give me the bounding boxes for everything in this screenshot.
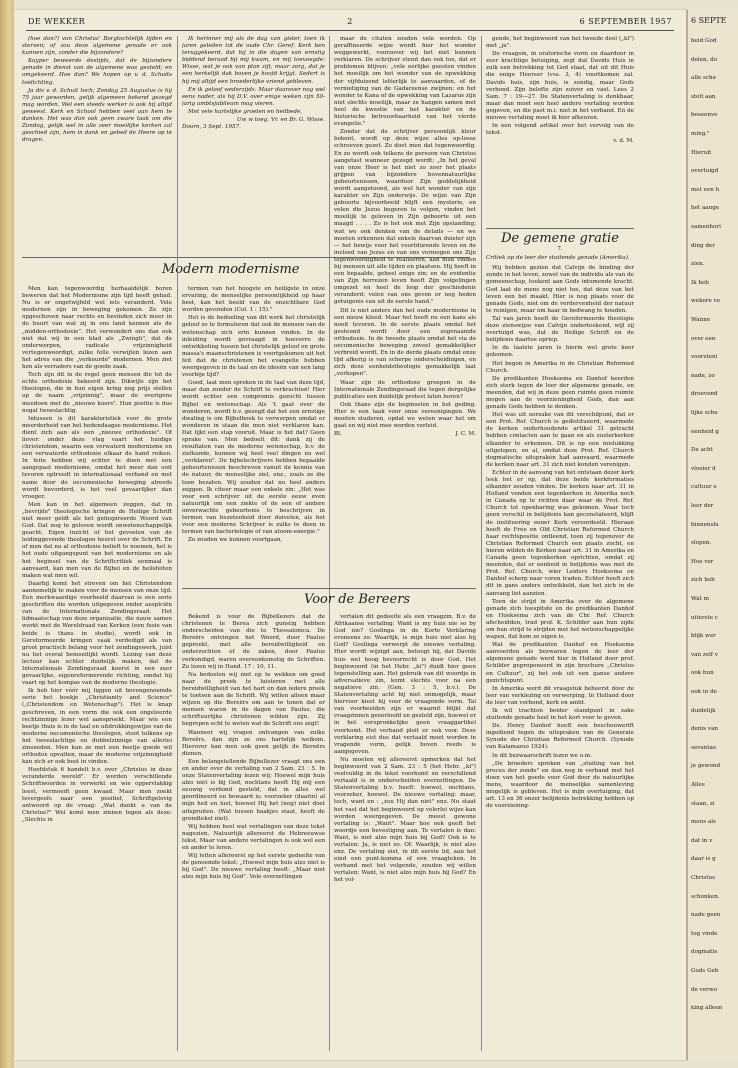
article-paragraph: In dit bezwaarschrift lezen we o.m. xyxy=(492,752,592,759)
article-paragraph: „De broeders spreken van „stuiting van het proces der zonde" en dan nog in verband met het doen van het goede voor God door de natuurlijke mens, waardoor de menselijke samenleving mogelijk is gebleven. Het is mijn overtuiging, dat art. 13 en 36 onzer belijdenis betrekking hebben op de voorziening- xyxy=(486,760,634,810)
article-paragraph: Tal van jaren heeft de Gereformeerde theologie deze zienswijze van Calvijn onderteekend, wijl zij overtuigd was, dat de Heilige Schrift en de belijdenis daartoe opriep. xyxy=(486,315,634,344)
next-page-line: over een xyxy=(691,335,716,342)
next-page-line: seventae xyxy=(691,744,717,751)
article-paragraph: Wanneer wij vragen ontvangen van zulke Bereërs, dan zijn ze ons hartelijk welkom. Hierover kan men ook geen gelijk de Bereërs dienen. xyxy=(182,729,325,757)
next-page-line: ding der xyxy=(691,242,715,249)
next-page-line: denis van xyxy=(691,726,719,733)
article-title-modernisme: Modern modernisme xyxy=(162,262,300,277)
next-page-line: delen, do xyxy=(691,56,718,63)
intro-paragraph: Ja dis v. d. Schuit toch; Zondag 25 Augustus is hij 75 jaar geworden, gelijk algemeen bekend gezegd mag worden. Wel een steeds werker is ook hij altijd geweest. Kerk en School hebben veel aan hem te danken. Het was dan ook geen zware taak om die Zondag, gelijk wel in alle zeer moeilijke kerken zal geschied zijn, hem in dank en gebed de Heere op te dragen. xyxy=(22,87,172,144)
next-page-line: Hoe ver xyxy=(691,558,714,565)
article-paragraph: termen van het hoogste en heiligste in onze ervaring, de menselijke persoonlijkheid op haar best, kan het beeld van de onzichtbare God worden gevonden (Col. 1 : 15)." xyxy=(182,286,325,314)
next-page-line: het aange xyxy=(691,205,720,212)
next-page-line: staan, zi xyxy=(691,800,715,807)
next-page-line: ming." xyxy=(691,131,710,137)
next-page-line: Wanne xyxy=(691,317,711,323)
next-page-line: uiterste c xyxy=(691,614,718,621)
article-paragraph: Ds. Henry Danhof heeft een beschouwerift ingediend tegen de uitspraken van de Generale Synode der Christian Reformed Church. (Synode van Kalamazoo 1924). xyxy=(486,723,634,751)
article-paragraph: Intussen is dit karakteristiek voor de grote meerderheid van het hedendaagse modernisme. Het dient zich aan als een „nieuwe orthodoxie". Of liever: onder deze vlag vaart het huidige christendom, waarin een verwaterd modernisme en een verwaterde orthodoxie elkaar de hand reiken. In feite hebben wij echter te doen met een aangepast modernisme, omdat het meer dan ooit tevoren optreedt in internationaal verband en met name door de oecumenische beweging alreeds wordt bevorderd, is het veel gevaarlijker dan vroeger. xyxy=(22,415,172,500)
article-paragraph: Zonder dat de schrijver persoonlijk kleur bekent, wordt op deze wijze alles op-losse schroeven gezet. Zo doet men dat tegenwoordig. En zo wordt ook telkens de persoon van Christus aangetast wanneer gezegd wordt: „In het geval van onze Heer is het niet zo zeer het plaats grijpen van bijzondere bovennatuurlijke gebeurtenissen, waardoor Zijn goddelijkheid wordt aangetoond, als wel het wonder van zijn karakter en Zijn onderwijs. De wijze van Zijn geboorte bijvoorbeeld blijft een mysterie, en velen die Jezus begeren te volgen, vinden het moeilijk te geloven in Zijn geboorte uit een maagd . . . . Zo is het ook met Zijn opstanding; wat we ook denken van de details — en we moeten erkennen dat enkele daarvan duister zijn — het bewijs voor het voortdurende leven en de invloed van Jezus en van ons vermogen ons Zijn tegenwoordigheid te realiseren, kan men vinden bij mensen uit alle tijden en plaatsen. Hij heeft in een bepaalde, geheel enige zin; en de evidentie van Zijn herrezen leven heeft Zijn volgelingen omgezet en heel de loop der geschiedenis veranderd: velen van ons geven er nog heden getuigenis van uit de eerste hand." xyxy=(334,129,476,306)
next-page-line: dat in v xyxy=(691,837,713,844)
article-title-gemene-gratie: De gemene gratie xyxy=(501,232,619,246)
next-page-line: mens als xyxy=(691,819,716,826)
next-page-line: voorsteni xyxy=(691,354,718,361)
page-header xyxy=(26,16,674,31)
article-paragraph: Ik wil trachten beider standpunt in zake stuitende genade heel in het kort voor te geven. xyxy=(486,708,634,722)
article-paragraph: Het begon in Amerika in de Christian Reformed Church. xyxy=(486,360,634,374)
next-page-line: blijk wer xyxy=(691,633,716,640)
next-page-line: binnenslu xyxy=(691,521,719,528)
signature-right: J. C. M. xyxy=(455,431,476,438)
article-paragraph: Hoofdstuk 6 handelt b.v. over „Christus in deze veranderde wereld". Er worden verschillende Schriftwoorden in verwerkt en wie oppervlakkig leest, vermoedt geen kwaad. Maar men zoekt tevergeefs naar een positief, Schriftgelovig antwoord op de vraag: „Wat dunkt u van de Christus?" Wel komt men zinnen tegen als deze: „Slechts in xyxy=(22,767,172,823)
next-page-line: je gewond xyxy=(691,763,721,770)
section-divider xyxy=(182,588,476,589)
next-page-line: beseenvo xyxy=(691,112,718,119)
article-paragraph: Wij hebben gezien dat Calvijn de binding der zonde in het leven, zowel van de individu als van de gemeenschap, toekent aan Gods intomende kracht. God laat de mens nog niet toe, dat deze van het leven een hel maakt. Hier is nog plaats voor de genade Gods, niet om de verdervenheid der natuur te reinigen, maar om haar in bedwang te houden. xyxy=(486,265,634,314)
next-page-line: daar is g xyxy=(691,856,716,863)
next-page-line: alle sche xyxy=(691,75,716,82)
column-rule xyxy=(481,36,482,1051)
next-page-line: nade, zo xyxy=(691,372,715,379)
next-page-line: king alleen xyxy=(691,1005,723,1012)
next-page-line: nade geen xyxy=(691,912,721,919)
article-paragraph: De predikanten Hoeksema en Danhof keerden zich sterk tegen de leer der algemene genade, en meenden, dat wij in deze geen ruimte geen ruimte mogen aan de voorzieningheid Gods, dan aan genade Gods hebben te denken. xyxy=(486,375,634,411)
next-page-edge xyxy=(686,10,738,1060)
article-paragraph: De vraagsin, in oratorische vorm en daardoor in zeer krachtige betuiging, zegt dat Davids Huis in zulk een betrekking tot God staat, dat uit dit Huis die enige Heerser (vss. 3, 4) voortkomen zal. Davids huis, zijn huis, is zondig, maar Gods verbond. Zijn belofte zijn zuiver en vast. Lees 2 Sam. 7 : 19—27. De Statenvertaling is denkbaar, maar dan moet een heel andere vertaling worden gegeven, en die past m.i. niet in het verband. En de nieuwe vertaling moet ik hier afkeuren. xyxy=(486,51,634,122)
article-paragraph: In Amerika werd dit vraagstuk beheerst door de leer van verkiezing en verwerping. In Holland door de leer van verbond, kerk en ambt. xyxy=(486,685,634,706)
bereers-column-1 xyxy=(182,614,325,1051)
next-page-line: eenheid g xyxy=(691,428,719,435)
article-paragraph: Wij letten allereerst op het eerste gedeelte van de genoemde tekst: „Hoewel mijn huis alzo niet is bij God". De nieuwe vertaling heeft: „Maar niet alzo mijn huis bij God". Vele overzettingen xyxy=(182,853,325,881)
modernisme-column-3 xyxy=(334,36,476,581)
article-paragraph: gende, het beginwoord van het tweede deel („kl") met „ja". xyxy=(486,36,634,50)
bereers-column-2 xyxy=(334,614,476,1051)
column-4-top xyxy=(486,36,634,226)
article-number: 7. xyxy=(557,246,563,253)
article-paragraph: Nu moeten wij allereerst opmerken dat het beginwoord van 2 Sam. 23 : 5 (het Hebr. „ki") veelvuldig in de tekst voorkomt en verschillend vertaald is in onderscheiden overzettingen. De Statenvertaling b.v. heeft: hoewel, nochtans, voorzeker, hoewel. De nieuwe vertaling: maar, toch, want en : „zou Hij dan niet" enz. Nu staat het vast dat het beginwoord op velerlei wijze kan worden weergegeven. De meest gewone vertaling is: „Want". Maar hoe ook geeft het woordje een bevestiging aan. Te vertalen is dan: Want, is niet alzo mijn huis bij God? Ook is te vertalen: Ja, is niet zo. Of: Waarlijk, is niet alzo enz. De vertaling eist, in dit eerste lid, aan het eind een punt-komma of een vraagteken. In verband met het volgende, zouden wij willen vertalen: Want, is niet alzo mijn huis bij God? En het vol- xyxy=(334,756,476,884)
article-paragraph: maar de citaten zouden vele worden. Op geraffineerde wijze wordt hier het wonder weggewerkt, voorzover wij het niet kunnen verklaren. De schrijver stemt dan ook toe, dat er problemen blijven: „vele eerlijke geesten vinden het moeilijk om het wonder van de opwekking der vijfduizend letterlijk te aanvaarden, of de vernietiging van de Gadareense zwijnen; en het wonder te Kana of de opwekking van Lazarus zijn niet slechts moeilijk, maar ze hangen samen met heel de kwestie van het karakter en de historische betrouwbaarheid van het vierde evangelie." xyxy=(334,36,476,128)
article-paragraph: Zo zouden we kunnen voortgaan, xyxy=(188,537,283,544)
article-paragraph: Het was uit oorzake van dit verschilpunt, dat er een Prot. Ref. Church is gedistitueerd, waarmede de kerken onderhoudende artikel 31 getracht hebben contacten aan te gaan en als zusterkerken elkander te erkennen. Dit is op een mislukking uitgelopen, en al, omdat deze Prot. Ref. Church dogmatische uitsprakén had aanvaard, waarmede de kerken naar art. 31 zich niet konden verenigen. xyxy=(486,412,634,468)
letter-signature: Uw w toeg. Vr. en Br. G. Wisse. xyxy=(236,117,325,124)
section-divider xyxy=(486,228,634,229)
signature-left: Bl. xyxy=(334,431,342,438)
next-page-line: zich heb xyxy=(691,577,715,584)
next-page-header: 6 SEPTE xyxy=(691,16,727,25)
book-spine xyxy=(0,0,14,1068)
next-page-line: zien. xyxy=(691,261,705,268)
next-page-line: wekere ve xyxy=(691,298,721,305)
next-page-line: de verwo xyxy=(691,986,717,993)
next-page-line: Wat m xyxy=(691,596,709,602)
intro-block xyxy=(22,36,172,144)
modernisme-column-1 xyxy=(22,286,172,1051)
next-page-line: droevend xyxy=(691,391,718,398)
page-date: 6 SEPTEMBER 1957 xyxy=(579,17,672,26)
next-page-line: samenhori xyxy=(691,224,721,230)
page-number: 2 xyxy=(347,17,353,26)
next-page-line: overtuigd xyxy=(691,168,719,175)
next-page-line: vloeier d xyxy=(691,465,716,472)
next-page-line: heid God xyxy=(691,38,717,44)
next-page-line: schonken. xyxy=(691,893,720,900)
letter-paragraph: Ik herinner mij als de dag van gister, toen ik jaren geleden tot de oude Chr. Geref. Kerk ben teruggekeerd, dat hij in die dagen van ernstig biddend beraad bij mij kwam, en mij toevoegde: Wisse, wat je ook van plan zijt, maar zorg, dat je een herkelijk dak boven je hoofd krijgt. Sedert is hij mij altijd een broederlijke vriend gebleven. xyxy=(182,36,325,85)
modernisme-column-2 xyxy=(182,286,325,586)
article-paragraph: Goed, laat men spreken in de taal van deze tijd, maar dan zonder de Schrift te verkrachten! Hier wordt echter een compromis gezocht tussen Bijbel en wetenschap. Als 't gaat over de wonderen, wordt b.v. gezegd dat het een ernstige dwaling is om Bijbelboek te verwerpen omdat er wonderen in staan die men niet verklaren kan. Dat lijkt een stap vooruit. Maar is het dat? Geen sprake van. Men bedoelt dit: dank zij de resultaten van de moderne wetenschap, b.v. de zielkunde, kunnen wij heel veel dingen nu wel „verklaren". De bijbelschrijvers hebben bepaalde gebeurtenissen beschreven vanuit de kennis van de natuur, de menselijke ziel, enz., zoals ze die toen bezaten. Wij zouden dat nu heel anders zeggen. Ik citeer maar een enkele zin: „Het was voor een schrijver uit de eerste eeuw even natuurlijk om een ziekte of de een of andere onverwachte gebeurtenis te beschrijven in termen van bezetenheid door duivelen, als het voor een moderne Schrijver is zulks te doen in termen van bacteriologie of van atoom-energie." xyxy=(182,380,325,536)
column-rule xyxy=(177,36,178,1051)
article-paragraph: Bekend is voor de Bijbellezers dat de christenen te Berea zich gunstig hebben onderscheiden van die te Thessalonica. De Bereërs ontvingen het Woord, door Paulus gepreekt, met alle bereidwilligheid en onderzochten of de zaken, door Paulus verkondigd, waren overeenkomstig de Schriften. Zo lezen wij in Hand. 17 : 10, 11. xyxy=(182,614,325,670)
letter-paragraph: Met vele hartelijke groeten en heilbede, xyxy=(188,108,302,115)
article-paragraph: Ook thans zijn de beginselen in het geding. Hier is een taak voor onze vereenigingen. We moeten studeren, opdat we weten waar het om gaat en wij niet mee worden verleid. xyxy=(334,401,476,430)
article-paragraph: Na bedoelen wij niet op te wekken om goed naar de preek te luisteren met alle bereidwilligheid van het hart en dan iedere preek te toetsen aan de Schrift. Wij willen alleen maar wijzen op die Bereërs om aan te tonen dat er mensen waren in de dagen van Paulus, die schriftuurlijke christenen wilden zijn. Zij begrepen echt te weten wat de Schrift ons zegt! xyxy=(182,671,325,728)
next-page-line: De acht xyxy=(691,447,713,454)
next-page-line: Alles xyxy=(691,782,705,788)
intro-paragraph: Kuyper beweerde destijds, dat de bijzondere genade in dienst van de algemene was gesteld; en omgekeerd. Hoe dan? We hopen op v. d. Schuits toelichting. xyxy=(22,58,172,86)
next-page-line: stelt aan xyxy=(691,93,716,100)
article-paragraph: Waar zijn de orthodoxe groepen in de Internationale Zendingsraad die tegen dergelijke publicaties een duidelijk protest laten horen? xyxy=(334,379,476,400)
article-paragraph: Wat de predikanten Danhof en Hoeksema aanvoerden als bezwaren tegen de leer der algemene genade werd hier in Holland door prof. Schilder geproponeerd in zijn brochure „Christus en Cultuur", zij het ook uit een ganse andere gezichtspunt. xyxy=(486,642,634,684)
next-page-line: ook hun xyxy=(691,670,714,677)
next-page-line: leer der xyxy=(691,503,714,509)
next-page-line: Ik heb xyxy=(691,279,709,286)
article-paragraph: Toen de strijd in Amerika over de algemene genade zich toespitste en de predikanten Danhof en Hoeksema zich van de Chr. Ref. Church afscheidden, trad prof. K. Schilder aan hun zijde om hun strijd te strijden met het wetenschappelijke wapen, dat hem zo eigen is. xyxy=(486,598,634,641)
article-paragraph: vertalen dit gedeelte als een vraagzin. B.v. de Afrikaanse vertaling: Want is my huis nie so by God nie? Goslinga in de Korte Verklaring eveneens zo: Waarlijk, is mijn huis niet alzo bij God? Goslinga verwerpt de nieuwe vertaling. Hier wordt wijzigd aan, betoogt hij, dat Davids huis wel hoog bevoorrecht is door God. Het beginwoord (in het Hebr. „ki") duidt hier geen tegenstelling aan. Het gebruik van dit woordje in adversatieve zin, komt slechts voor na een negatieve zin. (Gen. 3 : 5, b.v.). De Statenvertaling acht hij niet onmogelijk, maar hiervoor kiest hij voor de vraagende vorm. Tal van voorbeelden zijn er waarnit blijkt dat vraagzinnen geoorloofd en gesteld zijn, hoewel er in het oorspronkelijke geen vraaggartikel voorkomt. Het verband pleit er ook voor. Deze verklaring eist dus dat vertaald moet worden in vragende vorm, gelijk boven reeds is aangegeven. xyxy=(334,614,476,755)
article-paragraph: Toch zijn dit in de regel geen mensen die tot de echte orthodoxie bekeerd zijn. Dikwijls zijn het theologen, die in hun eigen kring nog prijs stellen op de naam „vrijzinnig", maar de overigens meedoen met de „nieuwe koers". Hun positie is dus nogal tweeslachtig. xyxy=(22,372,172,414)
article-paragraph: Wij hebben heel wat vertalingen van deze tekst nagezien. Natuurlijk allereerst de Hebreeuwse tekst. Maar van andere vertalingen is ook wel een en ander te leren. xyxy=(182,823,325,851)
letter-block xyxy=(182,36,325,256)
article-subtitle: Critiek op de leer der stuitende genade (Amerika). xyxy=(486,255,630,262)
next-page-line: tog vinde xyxy=(691,930,718,937)
next-page-line: met een h xyxy=(691,186,720,193)
next-page-line: van zelf v xyxy=(691,651,718,658)
article-paragraph: Het is de bedoeling van dit werk het christelijk geloof zo te formuleren dat ook de mensen van de wetenschap zich erin kunnen vinden. In de inleiding wordt gevraagd in hoeverre de ontwikkeling tussen het christelijk geloof en grote massa's maanschristenen is voortgekomen uit het feit dat de christenen het evangelie hebben weergegeven in de taal en de ideeën van een lang voorbije tijd? xyxy=(182,315,325,379)
letter-paragraph: En ik geloof wederzijds. Maar daarover nog wel eens nader, als hij D.V. over enige weken zijn 50-jarig ambtsjubileum mag vieren. xyxy=(182,86,325,107)
article-paragraph: Men kan tegenwoordig herhaaldelijk horen beweren dat het Modernisme zijn tijd heeft gehad. Nu is er ongetwijfeld wel iets veranderd. Vele modernen zijn in beweging gekomen. Ze zijn opgeschoven naar rechts en bevinden zich meer in de buurt van wat zij in ons land kennen als de „midden-orthodoxie". Het verwondert ons dan ook niet dat wij in een blad als „Zwingli", dat de onderwerpen, radicale vrijzinnigheid vertegenwoordigt, zulke felle verwijten lezen aan het adres van die „verkeurde" modernen. Men ziet hen als verraders van de goede zaak. xyxy=(22,286,172,371)
article-paragraph: Men kan in het algemeen zeggen, dat in „bevrijde" theologische kringen de Heilige Schrift niet meer geldt als het geïnspireerde Woord van God. Dat nog te geloven wordt onwetenschappelijk geacht. Eigen inzicht of het gevoelen van de leidinggevende theologen heerst over de Schrift. En of men dat nu al orthodoxie belieft te noemen, het is het oude uitgangspunt van het modernisme en als het beginsel van de Schriftcritiek eenmaal is aanvaard, kan men van de Bijbel en de heilsfeiten maken wat men wil. xyxy=(22,501,172,579)
next-page-line: cultuur e xyxy=(691,484,717,491)
article-paragraph: Dit is niet anders dan het oude modernisme in een nieuw kleed. Maar het heeft nu een kans als nooit tevoren. In de eerste plaats omdat het gesteund wordt door een zogenaamde orthodoxie. In de tweede plaats omdat het via de oecumenische beweging zoveel gemakkelijker verbreid wordt. En in de derde plaats omdat onze tijd afkerig is van scherpe onderscheidingen, en zich deze eenheidstheologie gemakkelijk laat „verkopen". xyxy=(334,307,476,378)
article-paragraph: Ik heb hier vóór mij liggen uit bovengenoemde serie het boekje „Christianity and Science" („Christendom en Wetenschap"). Het is knap geschreven, in een vorm die ook een ongeleerde rechtzinnige lezer wel aanspreekt. Maar wie een beetje thuis is in de taal en uitdrukkingswijze van de moderne oecumenische theologen, stoot telkens op het tweeslachtige en dubbelzinnige van allerlei zinsneden. Men kan ze met een beetje goede wil orthodox opvatten, maar de moderne vrijzinnigheid kan zich er ook best in vinden. xyxy=(22,688,172,766)
next-page-line: ook in de xyxy=(691,689,717,695)
article-paragraph: Echter in de aanvang van het ontstaan dezer kerk leek het er op, dat deze beide kerkformaties elkander zouden vinden. De kerken naar art. 31 in Holland vonden een tegenkerken in Amerika noch in Canada op te richten daar waar de Prot. Ref. Church tot openbaring was gekomen. Waar toch geen verschil in belijdenis kan geconstateerd, blijft de instituering eener Kerk veroordeeld. Hieraan heeft de Free en Old Christian Reformed Church haar rechtspositie ontleend, toen zij tegenover de Christian Reformed Church een plaats zocht, en hieron wilden de Kerken naar art. 31 in Amerika en Canada geen tegenkerken oprichten, omdat zij meenden, dat er eenheid in belijdenis was met de Prot. Ref. Church, wier Leiders Hoeksema en Danhof scherp naar voren traden. Echter heeft zich dit in gans anders ontwikkeld, dan het zich in de aanvang liet aanzien. xyxy=(486,469,634,597)
paper-name: DE WEKKER xyxy=(28,17,86,26)
next-page-line: Gods Geb xyxy=(691,968,719,974)
intro-paragraph: (hoe dan?) van Christus' Borgtochtelijk lijden en sterven; of zou deze algemene genade er ook kunnen zijn, zonder die bijzondere? xyxy=(22,36,172,57)
next-page-line: slopen. xyxy=(691,540,712,547)
gemene-gratie-column xyxy=(486,232,634,1051)
next-page-line: Hieruit xyxy=(691,149,712,156)
article-title-bereers: Voor de Bereers xyxy=(304,592,411,607)
next-page-line: lijke sche xyxy=(691,410,718,416)
letter-place-date: Doorn, 3 Sept. 1957. xyxy=(182,124,241,131)
column-rule xyxy=(329,36,330,1051)
newspaper-page xyxy=(14,10,686,1060)
article-paragraph: In een volgend artikel over het vervolg van de tekst. xyxy=(486,123,634,137)
next-page-line: Christus xyxy=(691,875,715,881)
next-page-line: dogmatis xyxy=(691,949,718,956)
article-signature: v. d. M. xyxy=(613,138,634,145)
article-paragraph: In de laatste jaren is hierin wel grote keer gekomen. xyxy=(486,345,634,359)
article-paragraph: Een belangstellende Bijbellezer vraagt ons een en ander over de vertaling van 2 Sam. 23 : 5. In onze Statenvertaling lezen wij: Hoewel mijn huis alzo niet is bij God, nochtans heeft Hij mij een eeuwig verbond gesteld, dat in alles wel geordineerd en bewaard is; voorzeker (daarin) al mijn heil en lust, hoewel Hij het (nog) niet doet uitspruiten. (Wat tussen haakjes staat, heeft de grondtekst niet). xyxy=(182,758,325,822)
article-paragraph: Daarbij komt het streven om het Christendom aannemelijk te maken voor de mensen van onze tijd. Een merkwaardige voorbeeld daarvan is een serie geschriften die worden uitgegeven onder auspiciën van de Internationale Zendingsraad. Het lidmaatschap van deze organisatie, die nauw samen werkt met de Wereldraad van Kerken (een fusie van beide is thans in studie), wordt ook in Gereformeerde kringen vaak verdedigd als van groot practisch belang voor het zendingswerk, juist nu het overal bemoeilijkt wordt. Lezing van deze lectuur kan echter duidelijk maken, dat de Internationale Zendingsraad koerst in een zeer gevaarlijke, eigenreformerende richting, omdat hij vaart op het kompas van de moderne theologie. xyxy=(22,580,172,687)
next-page-line: duidelijk xyxy=(691,707,716,714)
